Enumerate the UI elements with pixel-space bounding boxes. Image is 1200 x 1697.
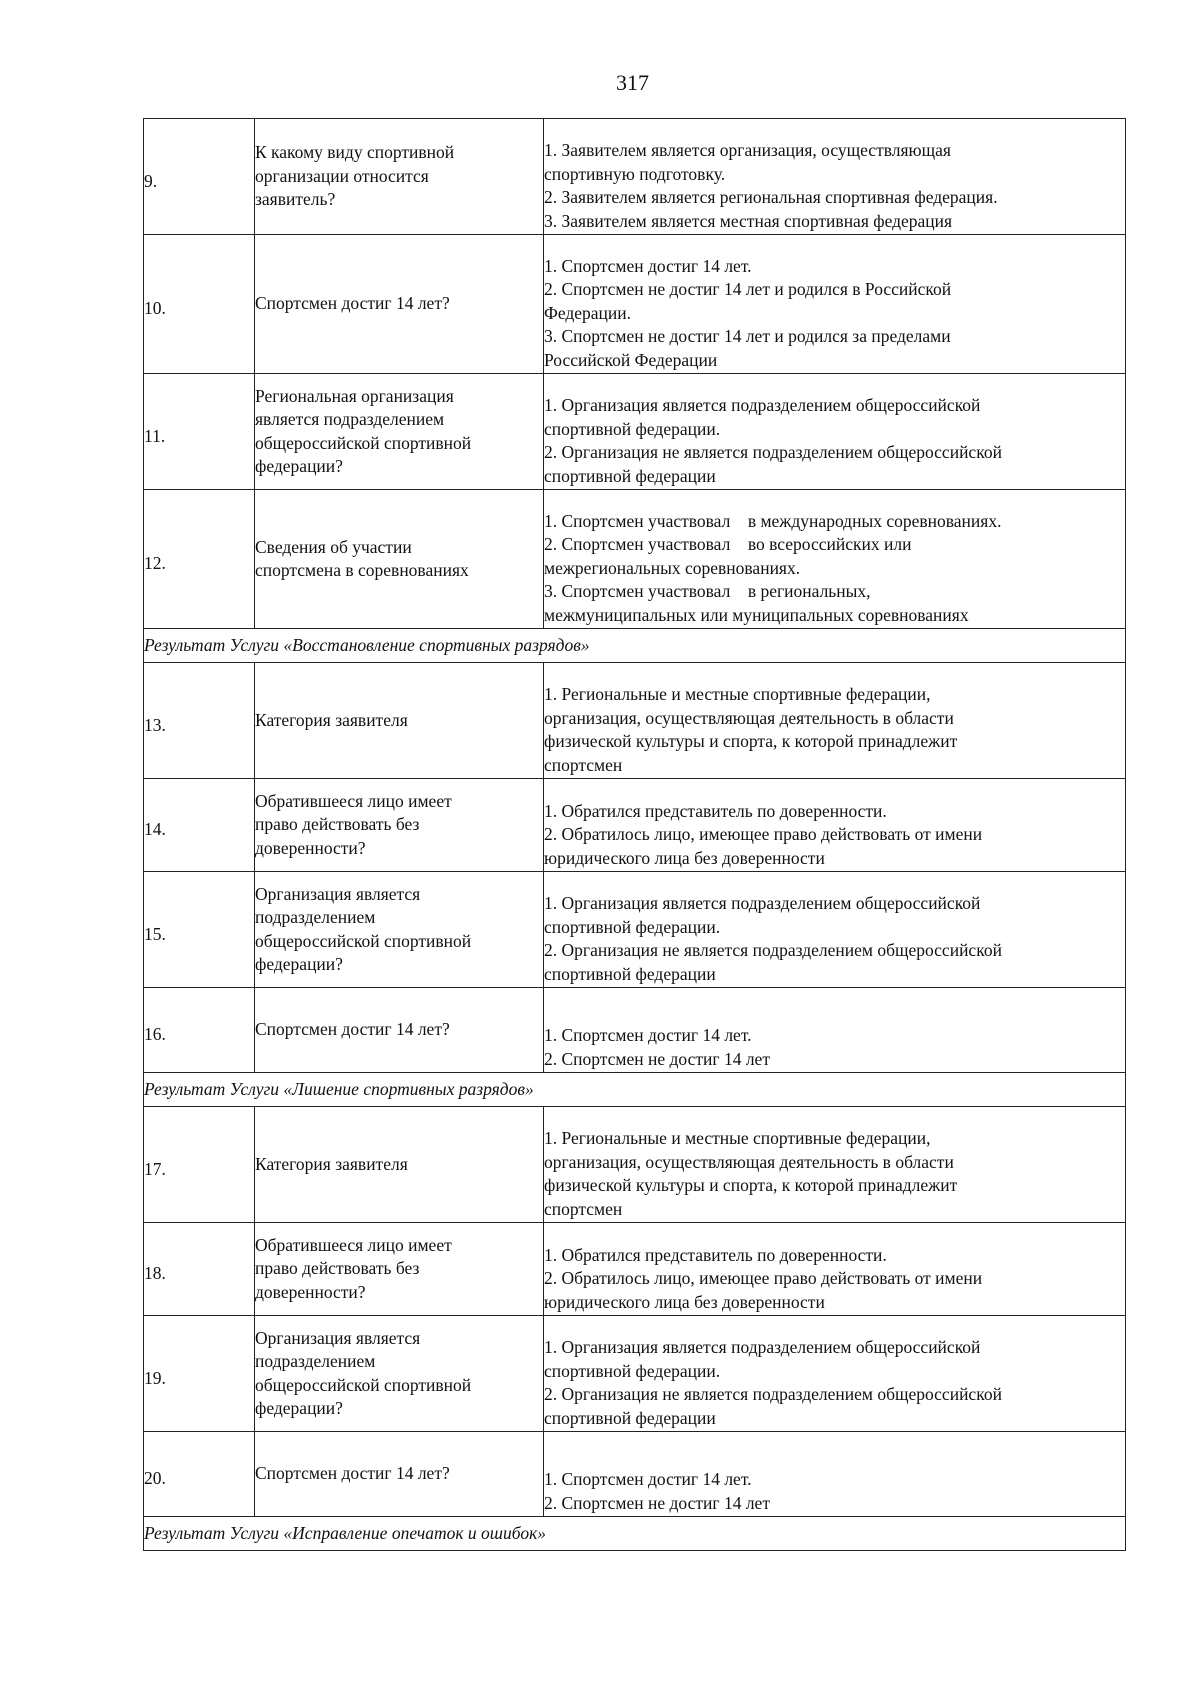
answer-line: 1. Организация является подразделением общероссийской bbox=[544, 395, 981, 415]
answer-line: 1. Организация является подразделением общероссийской bbox=[544, 893, 981, 913]
row-number: 17. bbox=[144, 1107, 255, 1223]
criterion-answers bbox=[544, 988, 1126, 1073]
section-title: Результат Услуги «Восстановление спортивных разрядов» bbox=[144, 629, 1126, 663]
question-line: Сведения об участии bbox=[255, 536, 412, 557]
question-line: право действовать без bbox=[255, 814, 420, 835]
row-number: 12. bbox=[144, 490, 255, 629]
criterion-answers bbox=[544, 235, 1126, 374]
row-number: 9. bbox=[144, 119, 255, 235]
answer-line: юридического лица без доверенности bbox=[544, 847, 825, 868]
criterion-answers bbox=[544, 1432, 1126, 1517]
criterion-question bbox=[255, 663, 544, 779]
question-line: общероссийской спортивной bbox=[255, 432, 472, 453]
row-number: 19. bbox=[144, 1316, 255, 1432]
answer-line: 1. Спортсмен достиг 14 лет. bbox=[544, 255, 752, 276]
question-line: является подразделением bbox=[255, 409, 445, 429]
answer-line: юридического лица без доверенности bbox=[544, 1291, 825, 1312]
table-row bbox=[144, 1316, 1126, 1432]
question-line: Организация является bbox=[255, 883, 421, 904]
table-row bbox=[144, 119, 1126, 235]
criterion-question bbox=[255, 374, 544, 490]
criterion-answers bbox=[544, 1316, 1126, 1432]
criterion-question bbox=[255, 490, 544, 629]
answer-line: организация, осуществляющая деятельность в области bbox=[544, 707, 954, 728]
question-line: общероссийской спортивной bbox=[255, 1374, 472, 1395]
row-number: 15. bbox=[144, 872, 255, 988]
answer-line: 2. Организация не является подразделением общероссийской bbox=[544, 442, 1002, 462]
criteria-table bbox=[143, 118, 1126, 1551]
criterion-answers bbox=[544, 119, 1126, 235]
question-line: доверенности? bbox=[255, 1281, 366, 1302]
answer-line: 1. Региональные и местные спортивные федерации, bbox=[544, 684, 931, 704]
answer-line: 3. Спортсмен участвовал в региональных, bbox=[544, 581, 871, 601]
answer-line: 2. Заявителем является региональная спортивная федерация. bbox=[544, 187, 998, 207]
table-row bbox=[144, 374, 1126, 490]
answer-line: 1. Спортсмен достиг 14 лет. bbox=[544, 1469, 752, 1489]
table-row bbox=[144, 1107, 1126, 1223]
question-line: подразделением bbox=[255, 907, 376, 927]
question-line: Обратившееся лицо имеет bbox=[255, 790, 452, 811]
criterion-answers bbox=[544, 374, 1126, 490]
answer-line: 2. Обратилось лицо, имеющее право действовать от имени bbox=[544, 1268, 983, 1288]
criterion-question bbox=[255, 988, 544, 1073]
criterion-answers bbox=[544, 1223, 1126, 1316]
row-number: 14. bbox=[144, 779, 255, 872]
answer-line: спортсмен bbox=[544, 1198, 623, 1219]
answer-line: 3. Заявителем является местная спортивная федерация bbox=[544, 210, 953, 231]
question-line: Спортсмен достиг 14 лет? bbox=[255, 1019, 450, 1040]
row-number: 11. bbox=[144, 374, 255, 490]
question-line: федерации? bbox=[255, 456, 343, 476]
answer-line: спортивной федерации. bbox=[544, 418, 721, 439]
answer-line: межмуниципальных или муниципальных соревнованиях bbox=[544, 604, 969, 625]
row-number: 20. bbox=[144, 1432, 255, 1517]
question-line: организации относится bbox=[255, 165, 429, 186]
table-row bbox=[144, 872, 1126, 988]
criterion-question bbox=[255, 235, 544, 374]
question-line: подразделением bbox=[255, 1351, 376, 1371]
answer-line: 1. Организация является подразделением общероссийской bbox=[544, 1337, 981, 1357]
table-row bbox=[144, 663, 1126, 779]
answer-line: 2. Организация не является подразделением общероссийской bbox=[544, 1384, 1002, 1404]
table-row bbox=[144, 779, 1126, 872]
question-line: Обратившееся лицо имеет bbox=[255, 1234, 452, 1255]
criterion-answers bbox=[544, 663, 1126, 779]
criterion-answers bbox=[544, 779, 1126, 872]
table-row bbox=[144, 1432, 1126, 1517]
question-line: общероссийской спортивной bbox=[255, 930, 472, 951]
answer-line: физической культуры и спорта, к которой принадлежит bbox=[544, 1175, 958, 1195]
question-line: Организация является bbox=[255, 1327, 421, 1348]
answer-line: межрегиональных соревнованиях. bbox=[544, 557, 801, 578]
criterion-question bbox=[255, 1316, 544, 1432]
answer-line: 1. Заявителем является организация, осуществляющая bbox=[544, 140, 951, 160]
criterion-question bbox=[255, 119, 544, 235]
answer-line: 2. Спортсмен участвовал во всероссийских или bbox=[544, 534, 912, 554]
section-row bbox=[144, 629, 1126, 663]
criterion-answers bbox=[544, 1107, 1126, 1223]
answer-line: спортивной федерации bbox=[544, 1407, 716, 1428]
row-number: 13. bbox=[144, 663, 255, 779]
criterion-question bbox=[255, 872, 544, 988]
answer-line: Федерации. bbox=[544, 302, 632, 323]
question-line: федерации? bbox=[255, 1398, 343, 1418]
question-line: К какому виду спортивной bbox=[255, 142, 455, 163]
question-line: заявитель? bbox=[255, 189, 336, 210]
question-line: Категория заявителя bbox=[255, 709, 408, 730]
row-number: 10. bbox=[144, 235, 255, 374]
table-row bbox=[144, 490, 1126, 629]
answer-line: спортивной федерации. bbox=[544, 916, 721, 937]
table-row bbox=[144, 988, 1126, 1073]
answer-line: Российской Федерации bbox=[544, 349, 718, 370]
question-line: право действовать без bbox=[255, 1258, 420, 1279]
criterion-answers bbox=[544, 490, 1126, 629]
answer-line: 2. Спортсмен не достиг 14 лет и родился в Российской bbox=[544, 279, 952, 299]
section-title: Результат Услуги «Исправление опечаток и ошибок» bbox=[144, 1517, 1126, 1551]
answer-line: 2. Организация не является подразделением общероссийской bbox=[544, 940, 1002, 960]
table-row bbox=[144, 1223, 1126, 1316]
question-line: федерации? bbox=[255, 954, 343, 974]
question-line: Категория заявителя bbox=[255, 1153, 408, 1174]
question-line: спортсмена в соревнованиях bbox=[255, 560, 469, 580]
criterion-question bbox=[255, 1107, 544, 1223]
question-line: Спортсмен достиг 14 лет? bbox=[255, 1463, 450, 1484]
page-number: 317 bbox=[616, 70, 649, 95]
answer-line: организация, осуществляющая деятельность в области bbox=[544, 1151, 954, 1172]
answer-line: спортивной федерации bbox=[544, 963, 716, 984]
criterion-question bbox=[255, 779, 544, 872]
answer-line: 2. Спортсмен не достиг 14 лет bbox=[544, 1048, 770, 1069]
question-line: доверенности? bbox=[255, 837, 366, 858]
row-number: 16. bbox=[144, 988, 255, 1073]
answer-line: 2. Обратилось лицо, имеющее право действовать от имени bbox=[544, 824, 983, 844]
section-title: Результат Услуги «Лишение спортивных разрядов» bbox=[144, 1073, 1126, 1107]
question-line: Спортсмен достиг 14 лет? bbox=[255, 293, 450, 314]
answer-line: 1. Региональные и местные спортивные федерации, bbox=[544, 1128, 931, 1148]
answer-line: 3. Спортсмен не достиг 14 лет и родился за пределами bbox=[544, 326, 951, 346]
criterion-question bbox=[255, 1432, 544, 1517]
answer-line: 1. Спортсмен участвовал в международных соревнованиях. bbox=[544, 510, 1002, 531]
answer-line: спортивную подготовку. bbox=[544, 163, 726, 184]
criterion-question bbox=[255, 1223, 544, 1316]
answer-line: 1. Спортсмен достиг 14 лет. bbox=[544, 1025, 752, 1045]
table-row bbox=[144, 235, 1126, 374]
answer-line: спортивной федерации bbox=[544, 465, 716, 486]
row-number: 18. bbox=[144, 1223, 255, 1316]
section-row bbox=[144, 1517, 1126, 1551]
criterion-answers bbox=[544, 872, 1126, 988]
answer-line: 2. Спортсмен не достиг 14 лет bbox=[544, 1492, 770, 1513]
answer-line: 1. Обратился представитель по доверенности. bbox=[544, 800, 887, 821]
answer-line: 1. Обратился представитель по доверенности. bbox=[544, 1244, 887, 1265]
answer-line: спортивной федерации. bbox=[544, 1360, 721, 1381]
answer-line: спортсмен bbox=[544, 754, 623, 775]
answer-line: физической культуры и спорта, к которой принадлежит bbox=[544, 731, 958, 751]
question-line: Региональная организация bbox=[255, 385, 454, 406]
criteria-table-body bbox=[144, 119, 1126, 1551]
section-row bbox=[144, 1073, 1126, 1107]
